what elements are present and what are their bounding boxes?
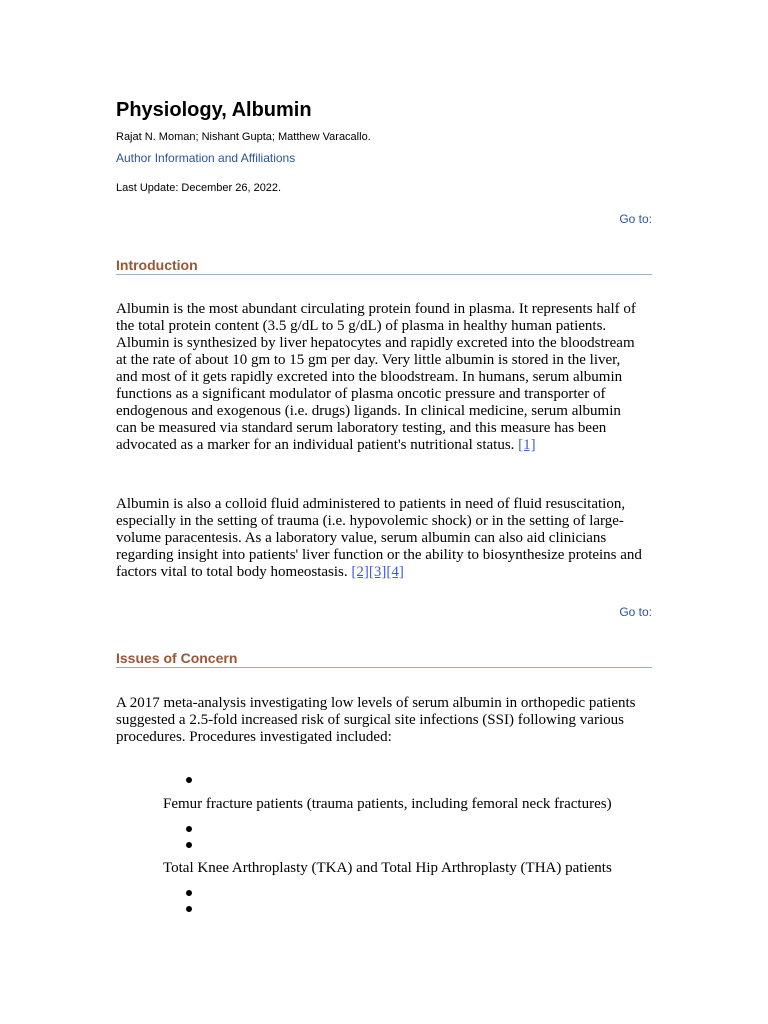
- goto-link-middle[interactable]: Go to:: [619, 605, 652, 619]
- list-item-femur-fracture: Femur fracture patients (trauma patients, including femoral neck fractures): [163, 796, 612, 812]
- page-title: Physiology, Albumin: [116, 99, 312, 121]
- last-update-date: Last Update: December 26, 2022.: [116, 182, 282, 194]
- citation-link-2[interactable]: [2]: [351, 564, 369, 580]
- goto-link-top[interactable]: Go to:: [619, 212, 652, 226]
- list-bullet: [186, 777, 192, 783]
- introduction-paragraph-2-text: Albumin is also a colloid fluid administered to patients in need of fluid resuscitation, especially in the setting of trauma (i.e. hypovolemic shock) or in the setting of large-volume paracentesis. As a laboratory value, serum albumin can also aid clinicians regarding insight into patients' liver function or the ability to biosynthesize proteins and factors vital to total body homeostasis.: [116, 496, 642, 580]
- list-item-tka-tha: Total Knee Arthroplasty (TKA) and Total Hip Arthroplasty (THA) patients: [163, 860, 612, 876]
- citation-link-3[interactable]: [3]: [368, 564, 387, 580]
- section-heading-introduction: Introduction: [116, 257, 652, 275]
- introduction-paragraph-2: [116, 496, 644, 581]
- author-affiliations-link[interactable]: Author Information and Affiliations: [116, 151, 296, 165]
- citation-link-4[interactable]: [4]: [386, 564, 404, 580]
- issues-paragraph: A 2017 meta-analysis investigating low levels of serum albumin in orthopedic patients suggested a 2.5-fold increased risk of surgical site infections (SSI) following various procedures. Procedures investigated included:: [116, 695, 636, 745]
- citation-link-1[interactable]: [1]: [518, 437, 536, 453]
- list-bullet: [186, 826, 192, 832]
- introduction-paragraph-1-text: Albumin is the most abundant circulating protein found in plasma. It represents half of the total protein content (3.5 g/dL to 5 g/dL) of plasma in healthy human patients. Albumin is synthesized by liver hepatocytes and rapidly excreted into the bloodstream at the rate of about 10 gm to 15 gm per day. Very little albumin is stored in the liver, and most of it gets rapidly excreted into the bloodstream. In humans, serum albumin functions as a significant modulator of plasma oncotic pressure and transporter of endogenous and exogenous (i.e. drugs) ligands. In clinical medicine, serum albumin can be measured via standard serum laboratory testing, and this measure has been advocated as a marker for an individual patient's nutritional status.: [116, 301, 636, 453]
- author-list: Rajat N. Moman; Nishant Gupta; Matthew Varacallo.: [116, 131, 371, 143]
- list-bullet: [186, 842, 192, 848]
- introduction-paragraph-1: [116, 301, 644, 454]
- list-bullet: [186, 906, 192, 912]
- section-heading-issues-of-concern: Issues of Concern: [116, 650, 652, 668]
- list-bullet: [186, 890, 192, 896]
